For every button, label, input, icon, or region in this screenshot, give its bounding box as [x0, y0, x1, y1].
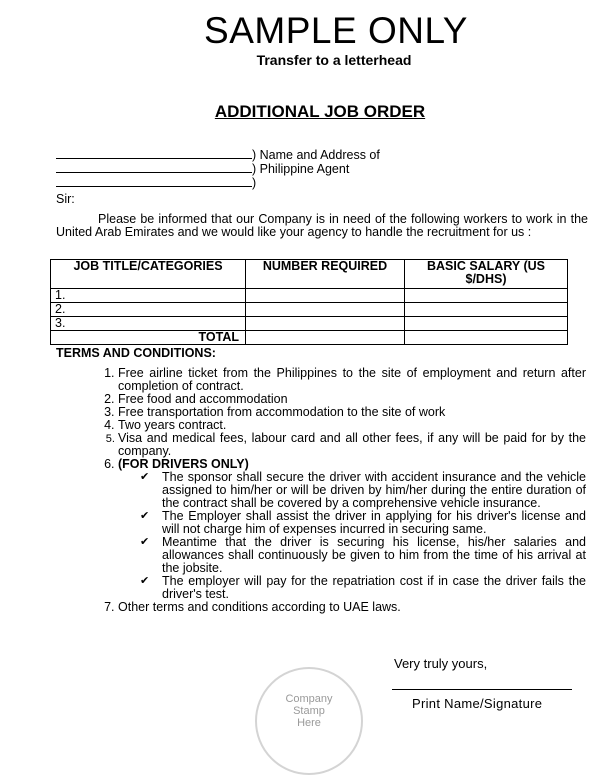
table-cell	[405, 331, 568, 345]
job-order-table	[50, 259, 568, 345]
terms-heading: TERMS AND CONDITIONS:	[56, 346, 216, 360]
blank-line	[56, 148, 252, 159]
checkmark-icon: ✔	[140, 536, 150, 548]
stamp-text	[257, 693, 361, 729]
driver-term-text: The sponsor shall secure the driver with accident insurance and the vehicle assigned to him/her or will be driven by him/her during the entire duration of the contract shall be covered by a comprehensive vehicle insurance.	[162, 470, 586, 510]
col-header-job-title: JOB TITLE/CATEGORIES	[51, 260, 246, 289]
table-row	[51, 289, 568, 303]
term-item: 1. Free airline ticket from the Philippines to the site of employment and return after completion of contract.	[118, 367, 586, 393]
row-number: 1.	[51, 289, 246, 303]
address-label-1: ) Name and Address of	[252, 148, 380, 162]
document-title: SAMPLE ONLY	[204, 10, 468, 51]
checkmark-icon: ✔	[140, 510, 150, 522]
driver-term-text: The Employer shall assist the driver in applying for his driver's license and will not charge him of expenses incurred in securing same.	[162, 509, 586, 536]
term-item: 4. Two years contract.	[118, 419, 586, 432]
table-cell	[246, 289, 405, 303]
address-label-2: ) Philippine Agent	[252, 162, 350, 176]
address-block	[56, 148, 380, 190]
term-item: 2. Free food and accommodation	[118, 393, 586, 406]
intro-text: Please be informed that our Company is in need of the following workers to work in the United Arab Emirates and we would like your agency to handle the recruitment for us :	[56, 212, 588, 239]
total-label: TOTAL	[51, 331, 246, 345]
table-cell	[246, 317, 405, 331]
intro-paragraph	[56, 213, 588, 239]
driver-term-text: Meantime that the driver is securing his license, his/her salaries and allowances shall continuously be given to him from the time of his arrival at the jobsite.	[162, 535, 586, 575]
term-item: 7. Other terms and conditions according to UAE laws.	[118, 601, 586, 614]
drivers-only-label: (FOR DRIVERS ONLY)	[118, 457, 249, 471]
driver-term-item	[140, 470, 586, 510]
address-line-2	[56, 162, 380, 176]
checkmark-icon: ✔	[140, 575, 150, 587]
row-number: 3.	[51, 317, 246, 331]
address-label-3: )	[252, 176, 257, 190]
term-item-drivers	[118, 458, 586, 601]
table-cell	[405, 289, 568, 303]
table-total-row	[51, 331, 568, 345]
stamp-line: Company	[285, 693, 333, 705]
table-header-row	[51, 260, 568, 289]
driver-term-item	[140, 535, 586, 575]
driver-terms-list	[118, 471, 586, 601]
table-cell	[246, 331, 405, 345]
signature-label: Print Name/Signature	[412, 696, 543, 711]
term-item: 3. Free transportation from accommodation to the site of work	[118, 406, 586, 419]
address-line-3	[56, 176, 380, 190]
closing-text: Very truly yours,	[394, 656, 488, 671]
col-header-number: NUMBER REQUIRED	[246, 260, 405, 289]
blank-line	[56, 176, 252, 187]
address-line-1	[56, 148, 380, 162]
driver-term-text: The employer will pay for the repatriation cost if in case the driver fails the driver's test.	[162, 574, 586, 601]
table-cell	[405, 317, 568, 331]
blank-line	[56, 162, 252, 173]
signature-line	[392, 689, 572, 690]
table-cell	[405, 303, 568, 317]
company-stamp-placeholder	[255, 667, 363, 775]
row-number: 2.	[51, 303, 246, 317]
checkmark-icon: ✔	[140, 471, 150, 483]
document-heading: ADDITIONAL JOB ORDER	[214, 102, 426, 121]
salutation: Sir:	[56, 192, 75, 206]
stamp-line: Here	[297, 717, 321, 729]
driver-term-item	[140, 509, 586, 536]
document-subtitle: Transfer to a letterhead	[256, 52, 412, 68]
terms-list	[56, 367, 586, 614]
table-cell	[246, 303, 405, 317]
col-header-salary: BASIC SALARY (US $/DHS)	[405, 260, 568, 289]
table-row	[51, 317, 568, 331]
term-item: 5. Visa and medical fees, labour card and all other fees, if any will be paid for by the company.	[118, 432, 586, 458]
stamp-line: Stamp	[293, 705, 325, 717]
driver-term-item	[140, 574, 586, 601]
table-row	[51, 303, 568, 317]
